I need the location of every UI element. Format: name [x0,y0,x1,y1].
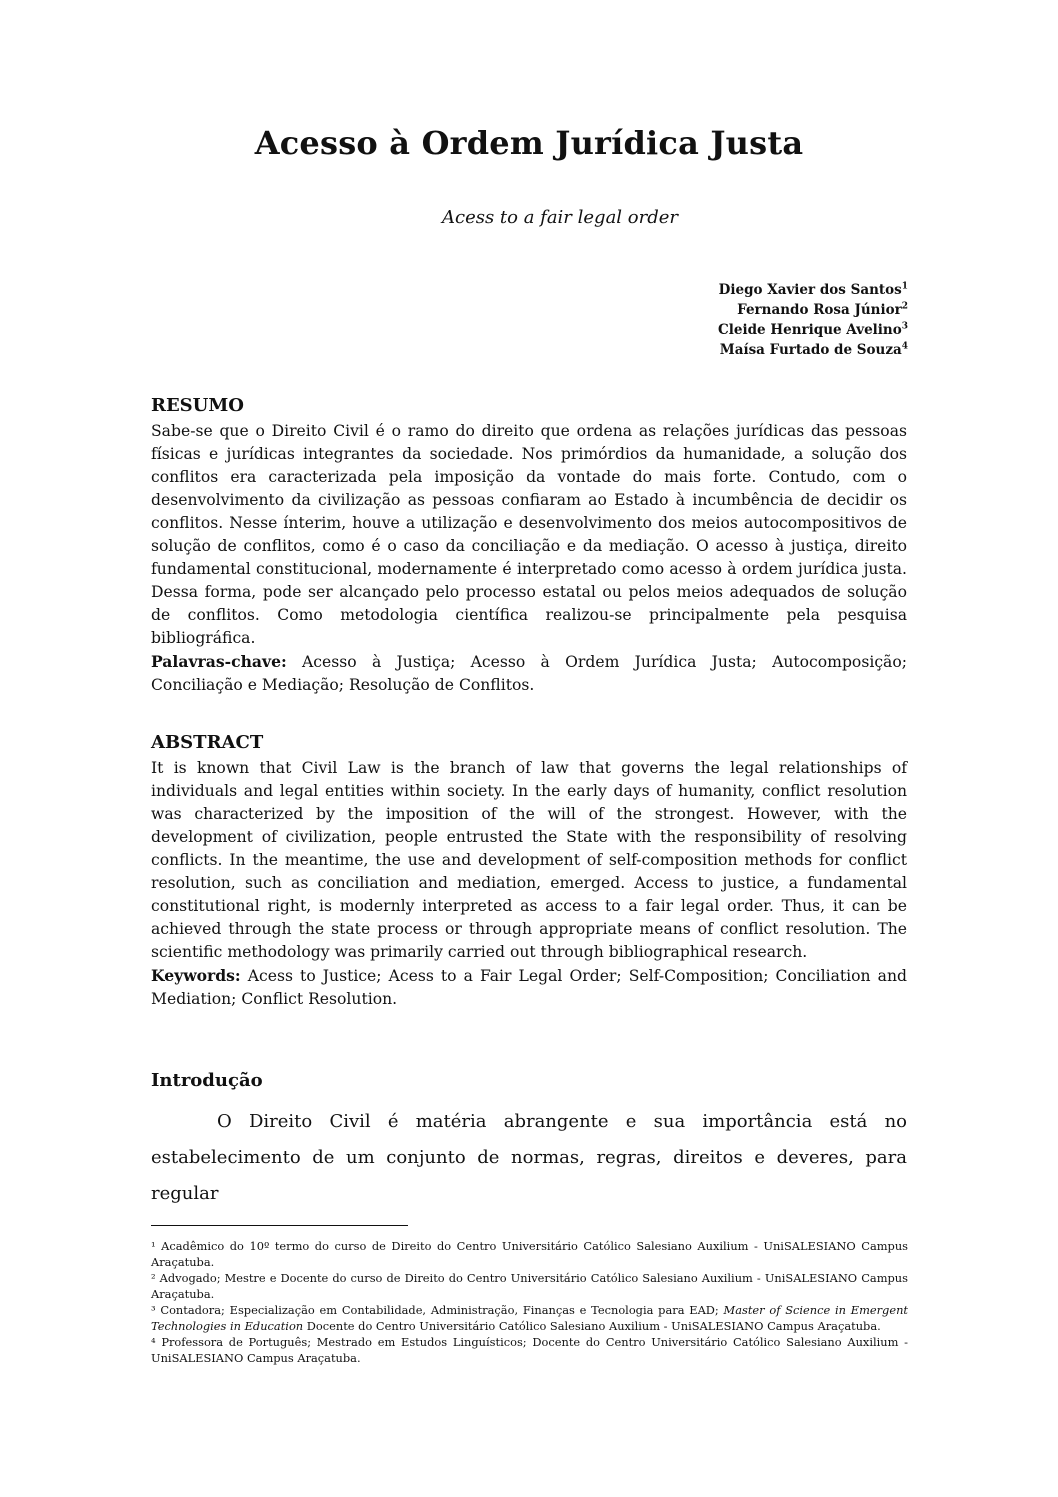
footnote-text-italic: Master of Science in Emergent Technologies in Education [151,1303,909,1333]
footnote-mark: ⁴ [151,1335,156,1349]
author-list [718,280,908,360]
footnote-mark: ³ [151,1303,156,1317]
abstract-body [151,757,907,1011]
footnote-mark: ¹ [151,1239,156,1253]
footnote-text: Professora de Português; Mestrado em Estudos Linguísticos; Docente do Centro Universitário Católico Salesiano Auxilium - UniSALESIANO Campus Araçatuba. [151,1335,908,1365]
author-item [718,280,908,300]
abstract-heading: ABSTRACT [151,732,264,753]
author-name: Cleide Henrique Avelino [718,322,902,338]
footnote-text: Docente do Centro Universitário Católico Salesiano Auxilium - UniSALESIANO Campus Araçatuba. [306,1319,881,1333]
author-name: Diego Xavier dos Santos [718,282,902,298]
abstract-keywords-label: Keywords: [151,966,241,985]
resumo-keywords-label: Palavras-chave: [151,652,287,671]
footnote-mark: ² [151,1271,156,1285]
author-footnote-mark: 2 [901,301,908,312]
footnote-item [151,1270,908,1302]
footnote-text: Advogado; Mestre e Docente do curso de Direito do Centro Universitário Católico Salesiano Auxilium - UniSALESIANO Campus Araçatuba. [151,1271,908,1301]
author-footnote-mark: 3 [901,321,908,332]
introduction-text: O Direito Civil é matéria abrangente e sua importância está no estabelecimento de um conjunto de normas, regras, direitos e deveres, para regular [151,1111,907,1204]
author-item [718,340,908,360]
abstract-text: It is known that Civil Law is the branch of law that governs the legal relationships of individuals and legal entities within society. In the early days of humanity, conflict resolution was characterized by the imposition of the will of the strongest. However, with the development of civilization, people entrusted the State with the responsibility of resolving conflicts. In the meantime, the use and development of self-composition methods for conflict resolution, such as conciliation and mediation, emerged. Access to justice, a fundamental constitutional right, is modernly interpreted as access to a fair legal order. Thus, it can be achieved through the state process or through appropriate means of conflict resolution. The scientific methodology was primarily carried out through bibliographical research. [151,759,907,961]
footnote-item [151,1238,908,1270]
paper-title: Acesso à Ordem Jurídica Justa [254,124,804,162]
resumo-heading: RESUMO [151,395,244,416]
footnotes [151,1238,908,1366]
author-footnote-mark: 1 [901,281,908,292]
paper-subtitle: Acess to a fair legal order [441,207,678,228]
footnote-item [151,1334,908,1366]
author-name: Maísa Furtado de Souza [719,342,902,358]
abstract-keywords-text: Acess to Justice; Acess to a Fair Legal Order; Self-Composition; Conciliation and Mediation; Conflict Resolution. [151,967,907,1008]
author-item [718,300,908,320]
footnote-text: Contadora; Especialização em Contabilidade, Administração, Finanças e Tecnologia para EAD; [160,1303,719,1317]
footnote-divider [151,1225,408,1226]
resumo-body [151,420,907,697]
footnote-item [151,1302,908,1334]
resumo-keywords-text: Acesso à Justiça; Acesso à Ordem Jurídica Justa; Autocomposição; Conciliação e Mediação; Resolução de Conflitos. [151,653,907,694]
abstract-keywords [151,964,907,1011]
author-name: Fernando Rosa Júnior [737,302,902,318]
resumo-text: Sabe-se que o Direito Civil é o ramo do direito que ordena as relações jurídicas das pessoas físicas e jurídicas integrantes da sociedade. Nos primórdios da humanidade, a solução dos conflitos era caracterizada pela imposição da vontade do mais forte. Contudo, com o desenvolvimento da civilização as pessoas confiaram ao Estado à incumbência de decidir os conflitos. Nesse ínterim, houve a utilização e desenvolvimento dos meios autocompositivos de solução de conflitos, como é o caso da conciliação e da mediação. O acesso à justiça, direito fundamental constitucional, modernamente é interpretado como acesso à ordem jurídica justa. Dessa forma, pode ser alcançado pelo processo estatal ou pelos meios adequados de solução de conflitos. Como metodologia científica realizou-se principalmente pela pesquisa bibliográfica. [151,422,907,647]
author-item [718,320,908,340]
footnote-text: Acadêmico do 10º termo do curso de Direito do Centro Universitário Católico Salesiano Auxilium - UniSALESIANO Campus Araçatuba. [151,1239,909,1269]
introduction-heading: Introdução [151,1070,263,1091]
resumo-keywords [151,650,907,697]
author-footnote-mark: 4 [901,341,908,352]
